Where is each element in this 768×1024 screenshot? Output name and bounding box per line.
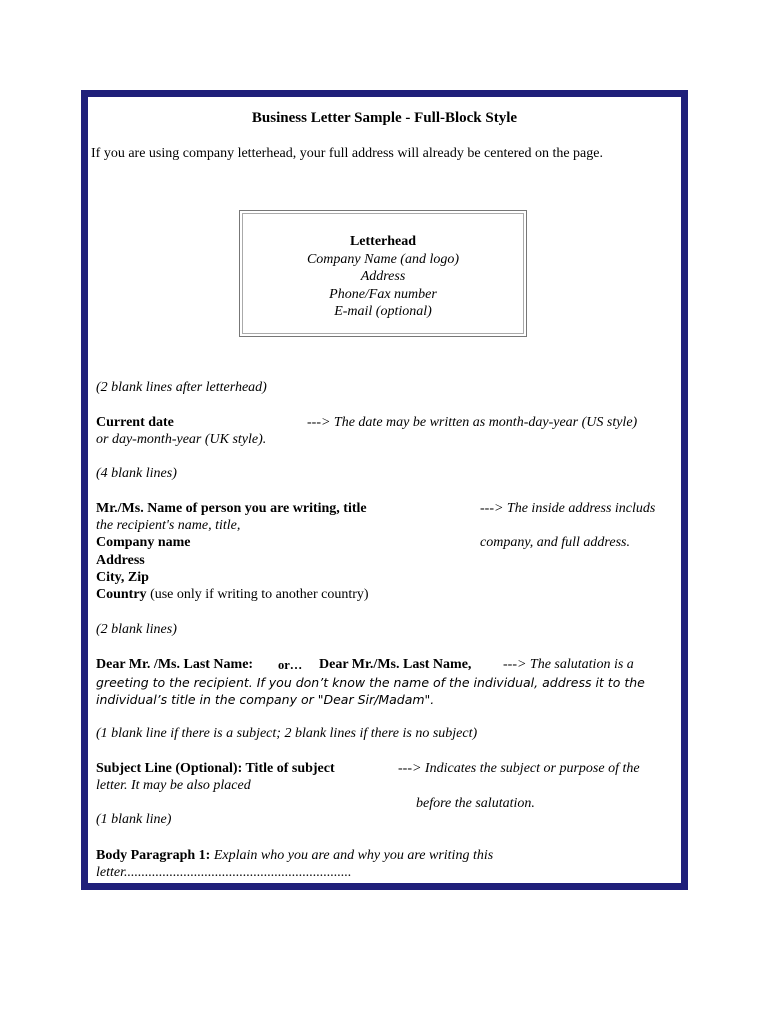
subject-note-2: letter. It may be also placed bbox=[96, 778, 251, 793]
letterhead-email-line: E-mail (optional) bbox=[334, 304, 432, 319]
inside-address-city: City, Zip bbox=[96, 570, 149, 585]
inside-address-note: ---> The inside address includs bbox=[480, 501, 656, 516]
salutation-note-3: individual’s title in the company or "Dear Sir/Madam". bbox=[96, 692, 435, 707]
subject-note: ---> Indicates the subject or purpose of the bbox=[398, 761, 640, 776]
subject-note-3: before the salutation. bbox=[416, 796, 535, 811]
blank-1-line: (1 blank line) bbox=[96, 812, 172, 827]
body-paragraph-text: Explain who you are and why you are writing this bbox=[213, 848, 494, 863]
salutation-option-1: Dear Mr. /Ms. Last Name: bbox=[96, 657, 254, 672]
blank-subject: (1 blank line if there is a subject; 2 blank lines if there is no subject) bbox=[96, 726, 478, 741]
subject-line-label: Subject Line (Optional): Title of subject bbox=[96, 761, 335, 776]
blank-2-lines: (2 blank lines) bbox=[96, 622, 177, 637]
page-title: Business Letter Sample - Full-Block Style bbox=[251, 110, 518, 126]
inside-address-name: Mr./Ms. Name of person you are writing, title bbox=[96, 501, 367, 516]
blank-after-letterhead: (2 blank lines after letterhead) bbox=[96, 380, 267, 395]
document-frame bbox=[81, 90, 688, 890]
blank-4-lines: (4 blank lines) bbox=[96, 466, 177, 481]
country-label: Country bbox=[96, 587, 147, 602]
intro-text: If you are using company letterhead, your full address will already be centered on the page. bbox=[91, 146, 603, 161]
country-note: (use only if writing to another country) bbox=[150, 587, 369, 602]
salutation-note-2: greeting to the recipient. If you don’t know the name of the individual, address it to the bbox=[96, 675, 645, 690]
letterhead-heading: Letterhead bbox=[349, 234, 417, 249]
letterhead-box bbox=[239, 210, 527, 337]
letterhead-company-line: Company Name (and logo) bbox=[306, 251, 460, 267]
inside-address-company: Company name bbox=[96, 535, 191, 550]
date-note-continued: or day-month-year (UK style). bbox=[96, 432, 267, 447]
body-paragraph-text-2: letter................................................................. bbox=[96, 865, 352, 880]
inside-address-note-2: the recipient's name, title, bbox=[96, 518, 241, 533]
salutation-option-2: Dear Mr./Ms. Last Name, bbox=[319, 657, 472, 672]
body-paragraph-label: Body Paragraph 1: bbox=[96, 848, 211, 863]
letterhead-address-line: Address bbox=[360, 269, 406, 284]
date-note: ---> The date may be written as month-day-year (US style) bbox=[307, 415, 638, 430]
inside-address-address: Address bbox=[96, 553, 145, 568]
date-label: Current date bbox=[96, 415, 174, 430]
inside-address-country bbox=[96, 586, 369, 603]
inside-address-note-3: company, and full address. bbox=[480, 535, 630, 550]
letterhead-phone-line: Phone/Fax number bbox=[329, 286, 437, 302]
body-paragraph-1 bbox=[96, 847, 493, 864]
salutation-or: or… bbox=[278, 658, 303, 672]
salutation-note: ---> The salutation is a bbox=[503, 657, 634, 672]
